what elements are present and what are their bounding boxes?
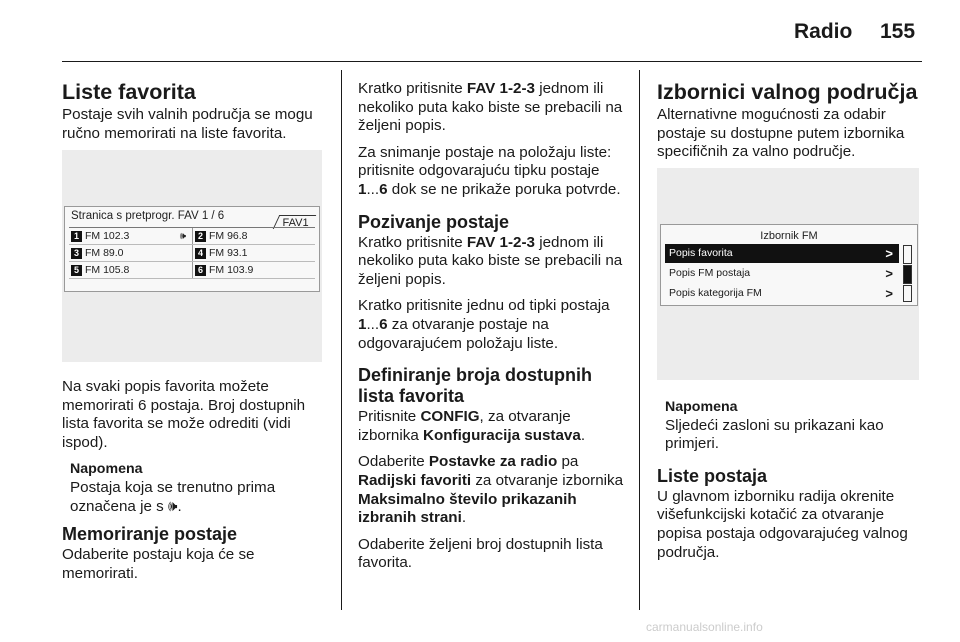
note-text: Sljedeći zasloni su prikazani kao primjeri. [665, 416, 884, 453]
band-menu-paragraph: Alternativne mogućnosti za odabir postaje su dostupne putem izbornika specifičnih za valno područje. [657, 106, 905, 161]
heading-favorites: Liste favorita [62, 80, 196, 104]
heading-define-count: Definiranje broja dostupnih lista favorita [358, 365, 593, 407]
left-column [62, 80, 332, 151]
menu-item-fm-stations[interactable]: Popis FM postaja > [669, 266, 893, 281]
left-column-lower [62, 378, 332, 591]
favorites-screen-title: Stranica s pretprogr. FAV 1 / 6 [71, 210, 225, 222]
preset-6: 6 FM 103.9 [192, 262, 315, 278]
paragraph-fav-switch: Kratko pritisnite FAV 1-2-3 jednom ili nekoliko puta kako biste se prebacili na željeni popis. [358, 80, 623, 135]
preset-1: 1 FM 102.3 🕪 [69, 228, 192, 244]
chevron-right-icon: > [885, 246, 893, 261]
paragraph-settings: Odaberite Postavke za radio pa Radijski favoriti za otvaranje izbornika Maksimalno število prikazanih izbranih strani. [358, 453, 624, 527]
count-paragraph: Na svaki popis favorita možete memorirati 6 postaja. Broj dostupnih lista favorita se može odrediti (vidi ispod). [62, 378, 306, 451]
chevron-right-icon: > [885, 266, 893, 281]
page-number: 155 [880, 20, 916, 43]
preset-grid [69, 227, 315, 279]
speaker-icon: 🕪 [179, 230, 186, 242]
column-rule-2 [639, 70, 640, 610]
preset-2: 2 FM 96.8 [192, 228, 315, 244]
fm-menu-screen-image [657, 168, 919, 380]
preset-row [69, 245, 315, 262]
header-rule [62, 61, 922, 62]
paragraph-select-count: Odaberite željeni broj dostupnih lista favorita. [358, 535, 603, 572]
paragraph-store: Za snimanje postaje na položaju liste: pritisnite odgovarajuću tipku postaje 1...6 dok se ne prikaže poruka potvrde. [358, 143, 621, 198]
scrollbar-track-bottom[interactable] [903, 285, 912, 302]
preset-5: 5 FM 105.8 [69, 262, 192, 278]
fm-menu-panel [660, 224, 918, 306]
right-column [657, 80, 925, 170]
heading-memorize: Memoriranje postaje [62, 524, 238, 545]
watermark: carmanualsonline.info [646, 620, 763, 634]
paragraph-call-switch: Kratko pritisnite FAV 1-2-3 jednom ili nekoliko puta kako biste se prebacili na željeni popis. [358, 233, 623, 288]
preset-3: 3 FM 89.0 [69, 245, 192, 261]
intro-paragraph: Postaje svih valnih područja se mogu ručno memorirati na liste favorita. [62, 106, 313, 142]
scrollbar-track-top[interactable] [903, 245, 912, 264]
scrollbar-thumb[interactable] [903, 265, 912, 284]
chevron-right-icon: > [885, 286, 893, 301]
page-header-title: Radio [794, 20, 853, 43]
note-block [70, 460, 332, 516]
heading-band-menus: Izbornici valnog područja [657, 80, 918, 104]
fm-menu-title: Izbornik FM [760, 230, 818, 242]
station-list-paragraph: U glavnom izborniku radija okrenite višefunkcijski kotačić za otvaranje popisa postaja odgovarajućeg valnog područja. [657, 487, 908, 561]
note-title: Napomena [70, 461, 143, 478]
paragraph-call-press: Kratko pritisnite jednu od tipki postaja 1...6 za otvaranje postaje na odgovarajućem položaju liste. [358, 297, 610, 352]
preset-4: 4 FM 93.1 [192, 245, 315, 261]
middle-column [358, 80, 630, 581]
heading-station-lists: Liste postaja [657, 465, 768, 486]
note-text: Postaja koja se trenutno prima označena je s 🕪. [70, 478, 276, 515]
favorites-screen [64, 206, 320, 292]
menu-item-favorites[interactable]: Popis favorita > [665, 244, 899, 263]
heading-call-station: Pozivanje postaje [358, 211, 510, 232]
column-rule-1 [341, 70, 342, 610]
note-block [665, 398, 925, 454]
memorize-paragraph: Odaberite postaju koja će se memorirati. [62, 546, 255, 582]
preset-row [69, 228, 315, 245]
favorites-screen-image [62, 150, 322, 362]
preset-row [69, 262, 315, 279]
menu-item-fm-categories[interactable]: Popis kategorija FM > [669, 286, 893, 301]
favorites-tab: FAV1 [273, 215, 317, 229]
note-title: Napomena [665, 399, 738, 415]
paragraph-config: Pritisnite CONFIG, za otvaranje izbornika Konfiguracija sustava. [358, 408, 586, 444]
right-column-lower [657, 398, 925, 570]
